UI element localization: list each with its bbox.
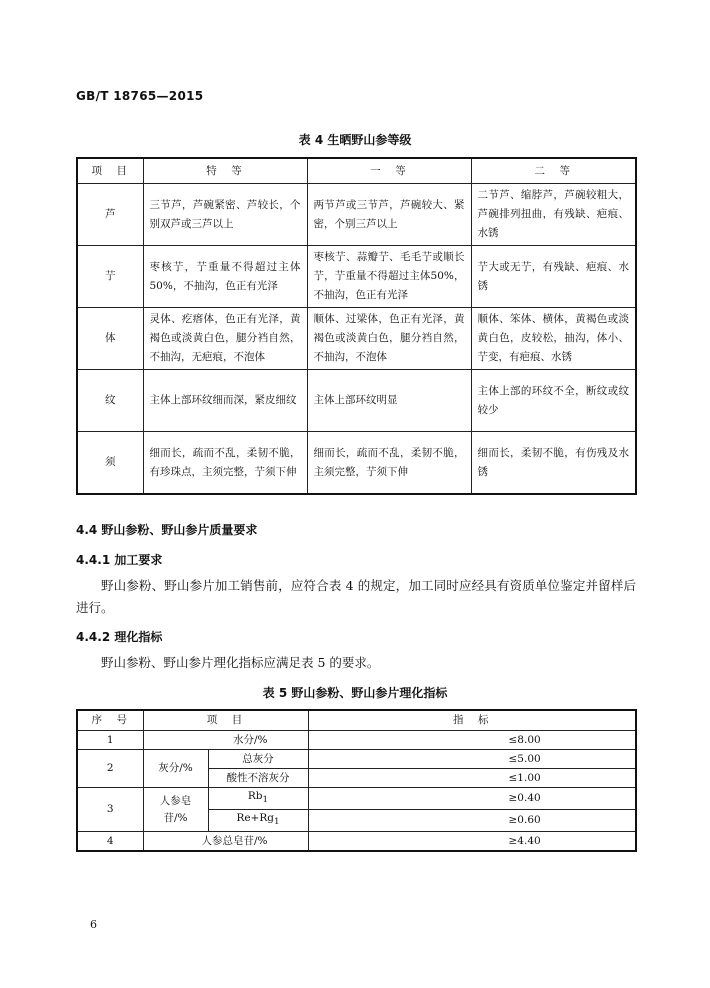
row-group: 人参皂苷/%: [143, 788, 208, 832]
cell-second: 细而长，柔韧不脆，有伤残及水锈: [471, 432, 636, 495]
table4-grade-table: [76, 157, 637, 495]
table-row: [77, 750, 636, 769]
table-row: [77, 370, 636, 432]
cell-special: 三节芦，芦碗紧密、芦较长，个别双芦或三芦以上: [143, 184, 307, 246]
row-number: 1: [77, 731, 143, 750]
section-4-4-heading: 4.4 野山参粉、野山参片质量要求: [76, 523, 258, 537]
cell-second: 顺体、笨体、横体，黄褐色或淡黄白色，皮较松，抽沟，体小、艼变，有疤痕、水锈: [471, 308, 636, 370]
table5-physicochemical-table: [76, 709, 637, 852]
table-row: [77, 788, 636, 810]
cell-first: 顺体、过梁体，色正有光泽，黄褐色或淡黄白色，腿分裆自然，不抽沟，不泡体: [307, 308, 471, 370]
subitem-label: Rb: [247, 790, 263, 802]
table-row: [77, 184, 636, 246]
row-item: 艼: [77, 246, 143, 308]
row-value: ≥0.60: [308, 810, 636, 832]
table-row: [77, 832, 636, 852]
cell-special: 灵体、疙瘩体，色正有光泽，黄褐色或淡黄白色，腿分裆自然，不抽沟，无疤痕，不泡体: [143, 308, 307, 370]
column-header-item: 项 目: [77, 158, 143, 184]
row-value: ≤1.00: [308, 769, 636, 788]
row-item: 纹: [77, 370, 143, 432]
subitem-label: Re+Rg: [236, 812, 274, 825]
cell-special: 主体上部环纹细而深，紧皮细纹: [143, 370, 307, 432]
row-group: 灰分/%: [143, 750, 208, 788]
cell-second: 二节芦、缩脖芦，芦碗较粗大，芦碗排列扭曲，有残缺、疤痕、水锈: [471, 184, 636, 246]
cell-first: 两节芦或三节芦，芦碗较大、紧密，个别三芦以上: [307, 184, 471, 246]
row-value: ≤8.00: [308, 731, 636, 750]
table-header-row: [77, 158, 636, 184]
column-header-value: 指 标: [308, 710, 636, 731]
table-row: [77, 432, 636, 495]
column-header-item: 项 目: [143, 710, 308, 731]
row-item: 水分/%: [143, 731, 308, 750]
column-header-first: 一 等: [307, 158, 471, 184]
column-header-special: 特 等: [143, 158, 307, 184]
table-row: [77, 246, 636, 308]
cell-first: 主体上部环纹明显: [307, 370, 471, 432]
section-4-4-2-text: 野山参粉、野山参片理化指标应满足表 5 的要求。: [101, 655, 380, 670]
table5-caption: 表 5 野山参粉、野山参片理化指标: [262, 686, 448, 700]
row-value: ≤5.00: [308, 750, 636, 769]
row-item: 人参总皂苷/%: [143, 832, 308, 852]
row-subitem: [208, 810, 308, 832]
table-row: [77, 731, 636, 750]
cell-first: 枣核艼、蒜瓣艼、毛毛艼或顺长艼，艼重量不得超过主体50%，不抽沟，色正有光泽: [307, 246, 471, 308]
section-4-4-1-heading: 4.4.1 加工要求: [76, 553, 163, 567]
subitem-subscript: 1: [273, 817, 280, 828]
row-subitem: 酸性不溶灰分: [208, 769, 308, 788]
section-4-4-2-heading: 4.4.2 理化指标: [76, 630, 163, 644]
table-header-row: [77, 710, 636, 731]
cell-second: 主体上部的环纹不全，断纹或纹较少: [471, 370, 636, 432]
row-item: 体: [77, 308, 143, 370]
standard-number: GB/T 18765—2015: [76, 89, 204, 103]
page-number: 6: [90, 918, 97, 931]
row-subitem: 总灰分: [208, 750, 308, 769]
row-subitem: [208, 788, 308, 810]
section-4-4-1-text: 野山参粉、野山参片加工销售前，应符合表 4 的规定，加工同时应经具有资质单位鉴定并留样后进行。: [76, 578, 636, 615]
row-value: ≥4.40: [308, 832, 636, 852]
subitem-subscript: 1: [262, 795, 269, 806]
table4-caption: 表 4 生晒野山参等级: [298, 133, 412, 147]
cell-special: 枣核艼，艼重量不得超过主体50%，不抽沟，色正有光泽: [143, 246, 307, 308]
row-value: ≥0.40: [308, 788, 636, 810]
row-item: 须: [77, 432, 143, 495]
row-number: 3: [77, 788, 143, 832]
row-item: 芦: [77, 184, 143, 246]
cell-special: 细而长，疏而不乱，柔韧不脆，有珍珠点，主须完整，艼须下伸: [143, 432, 307, 495]
table-row: [77, 308, 636, 370]
column-header-no: 序 号: [77, 710, 143, 731]
row-number: 4: [77, 832, 143, 852]
cell-second: 艼大或无艼，有残缺、疤痕、水锈: [471, 246, 636, 308]
row-number: 2: [77, 750, 143, 788]
cell-first: 细而长，疏而不乱，柔韧不脆，主须完整，艼须下伸: [307, 432, 471, 495]
column-header-second: 二 等: [471, 158, 636, 184]
